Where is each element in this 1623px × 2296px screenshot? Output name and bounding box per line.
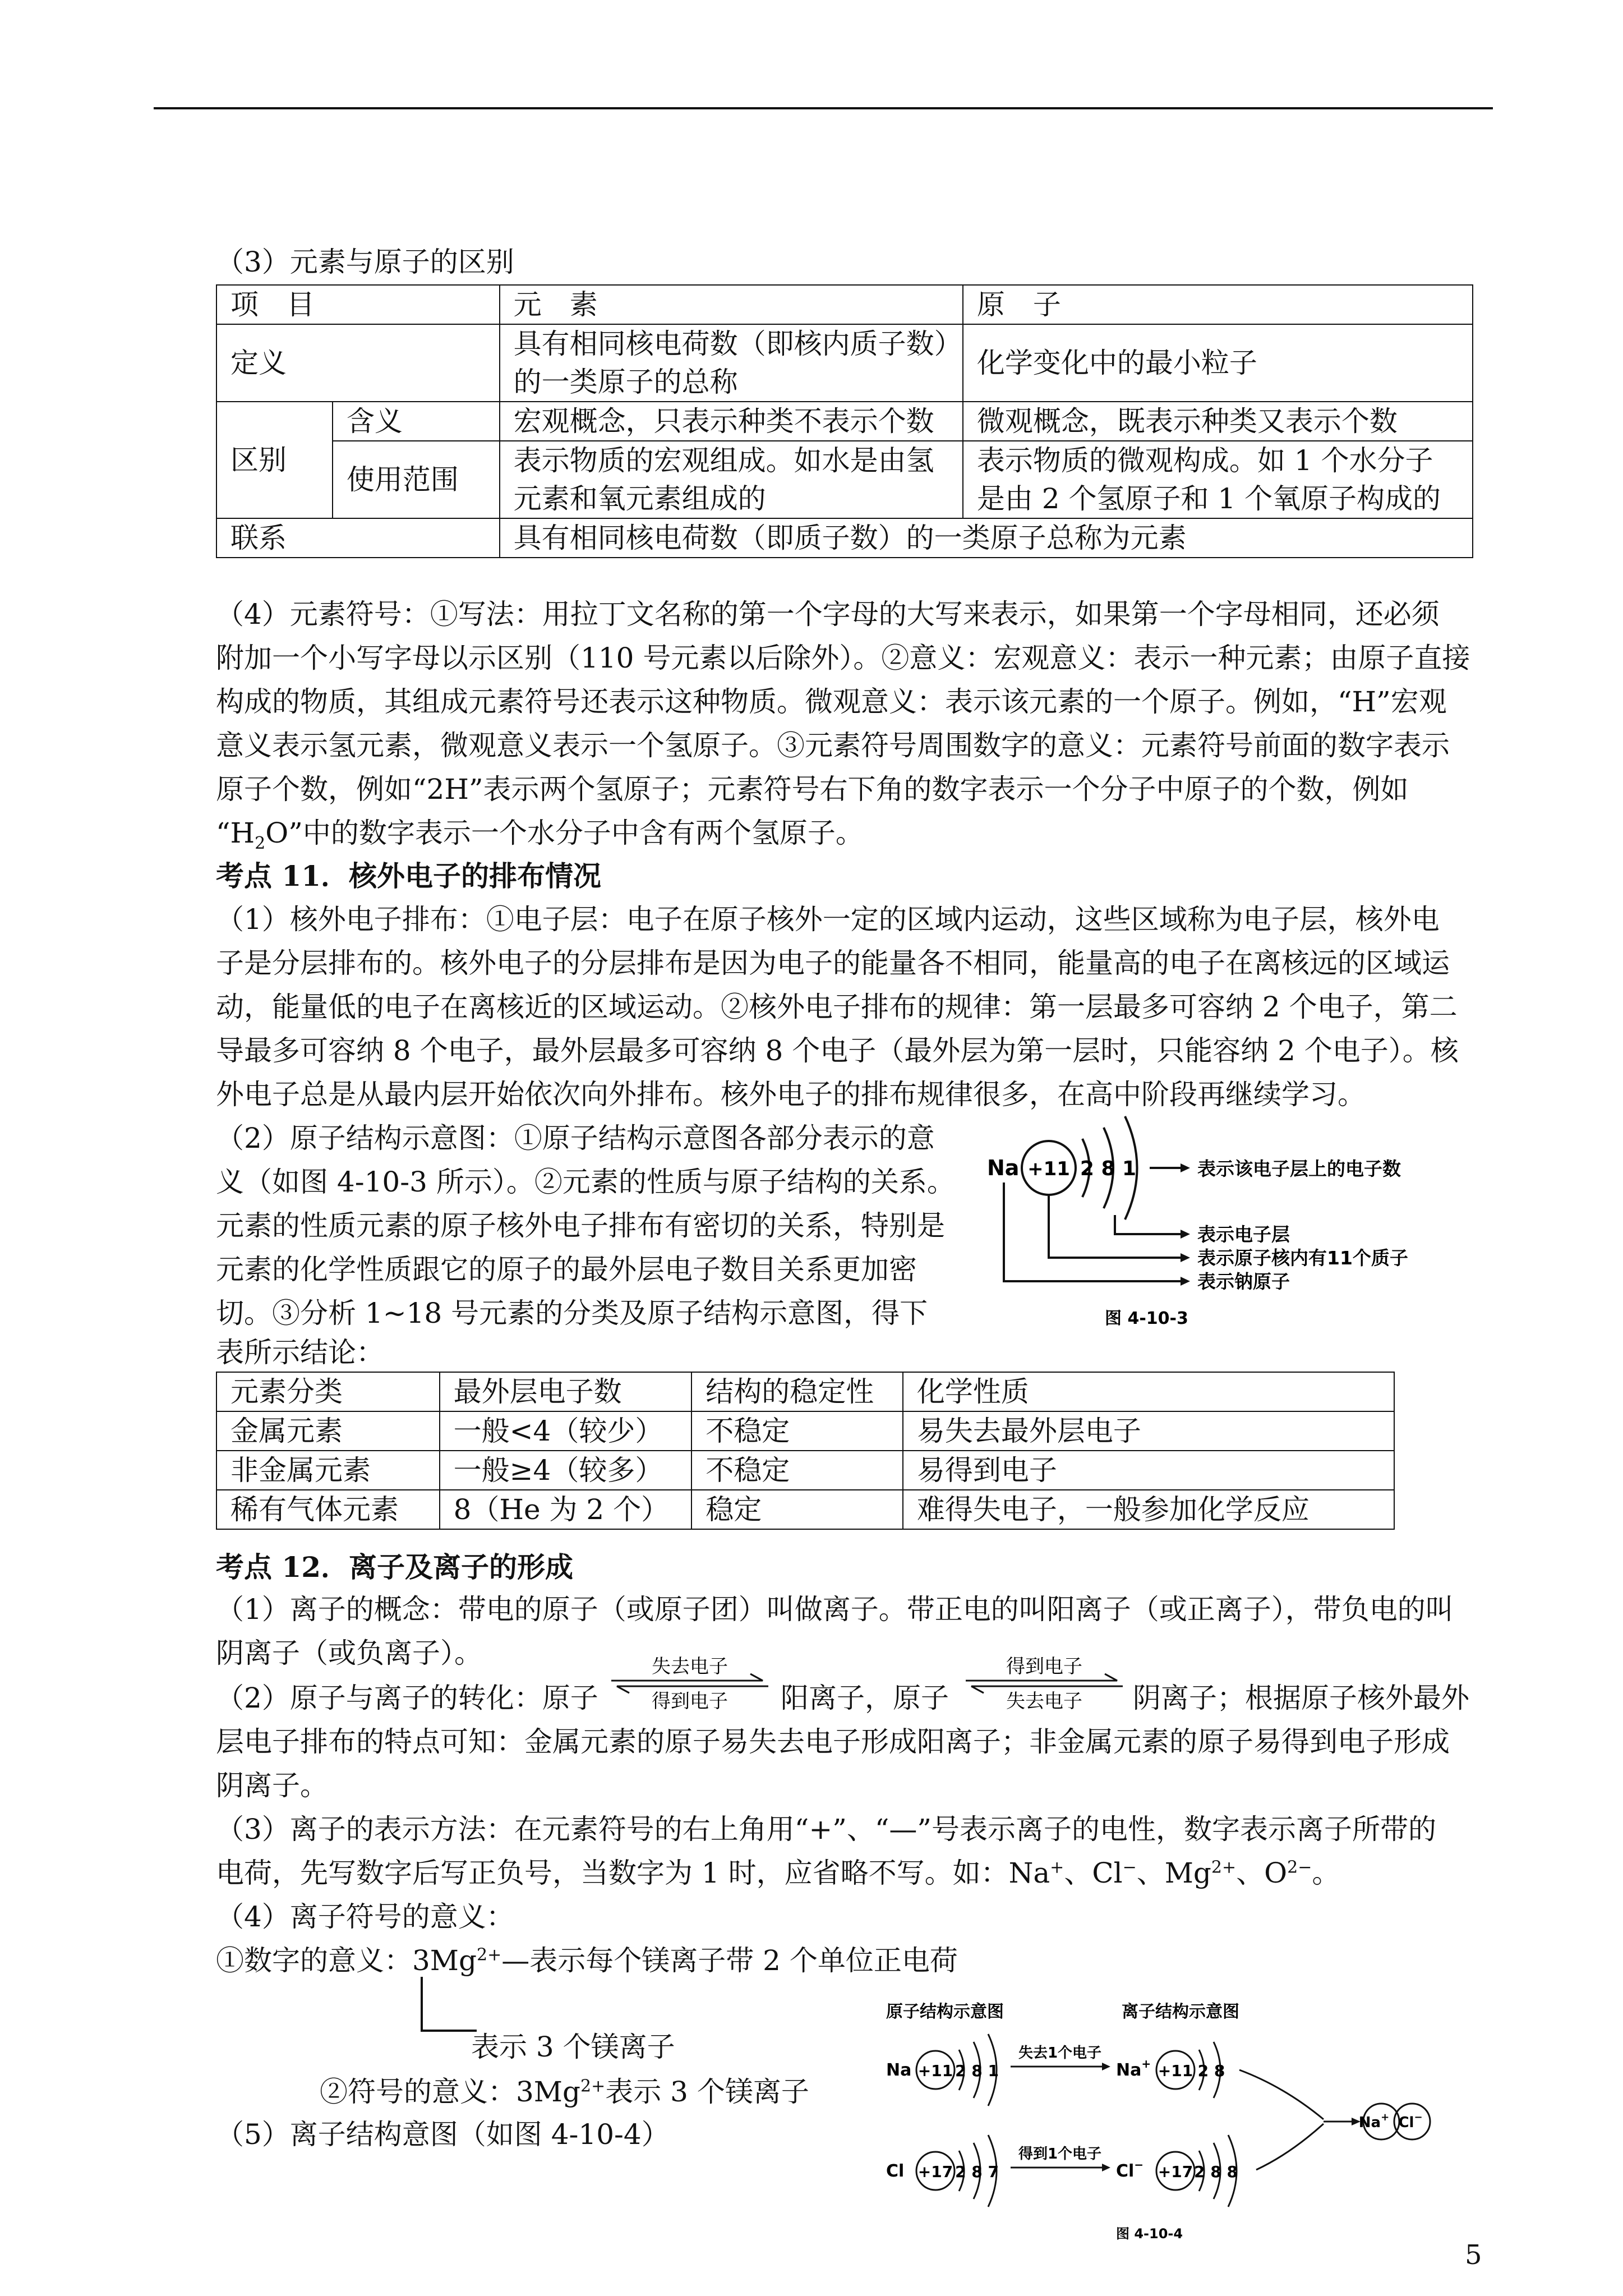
paragraph-line: 元素的化学性质跟它的原子的最外层电子数目关系更加密 [216, 1253, 917, 1286]
figure-title: 离子结构示意图 [1122, 2002, 1239, 2022]
superscript: 2+ [580, 2076, 606, 2096]
cell-line: 表示物质的微观构成。如 1 个水分子 [976, 444, 1433, 477]
text-fragment: Na [1116, 2060, 1142, 2080]
section-4-line: （4）元素符号：①写法：用拉丁文名称的第一个字母的大写来表示，如果第一个字母相同，还必须 [216, 598, 1440, 631]
arrow-label-top: 得到电子 [1006, 1655, 1082, 1678]
text-fragment: ②符号的意义：3Mg [320, 2076, 581, 2108]
section-3-title: （3）元素与原子的区别 [216, 246, 514, 278]
table-cell: 非金属元素 [216, 1451, 440, 1490]
annotation: 表示钠原子 [1197, 1271, 1290, 1292]
text-fragment: 电荷，先写数字后写正负号，当数字为 1 时，应省略不写。如：Na [216, 1857, 1050, 1889]
na-symbol: Na [886, 2060, 912, 2080]
figure-ion-formation [880, 1997, 1441, 2244]
table-row [216, 518, 1473, 558]
subscript: 2 [255, 834, 266, 853]
ion-examples-line [216, 1851, 1340, 1895]
arrow-head [1102, 2164, 1110, 2171]
table-header: 项 目 [216, 285, 500, 324]
arrow-label: 得到1个电子 [1018, 2146, 1102, 2162]
text-fragment: 表示 3 个镁离子 [605, 2076, 809, 2108]
table-cell: 一般<4（较少） [440, 1411, 692, 1451]
text-fragment: Na [1358, 2114, 1381, 2131]
table-header: 结构的稳定性 [691, 1372, 903, 1411]
na-ion-symbol [1116, 2057, 1151, 2080]
table-cell: 稳定 [691, 1490, 903, 1529]
table-cell [963, 441, 1473, 518]
superscript: − [1414, 2111, 1423, 2123]
table-row [216, 1372, 1394, 1411]
symbol-meaning-line [320, 2070, 809, 2114]
nacl-cl [1398, 2111, 1422, 2131]
arrow-head [1181, 1230, 1190, 1239]
figure-caption: 图 4-10-4 [1116, 2226, 1183, 2242]
cell-line: 元素和氧元素组成的 [513, 482, 766, 515]
table-cell: 宏观概念，只表示种类不表示个数 [500, 402, 963, 441]
paragraph-line: 表所示结论： [216, 1336, 384, 1369]
electron-counts: 2 8 7 [955, 2162, 999, 2181]
arrow-label-bottom: 得到电子 [652, 1690, 728, 1713]
conversion-line: 阴离子；根据原子核外最外 [1133, 1682, 1469, 1714]
nucleus-charge: +17 [1158, 2162, 1193, 2181]
nucleus-charge: +11 [1027, 1158, 1070, 1180]
arrow-label: 失去1个电子 [1018, 2045, 1102, 2062]
electron-counts: 2 8 8 [1194, 2162, 1238, 2181]
arrow-head [1102, 2063, 1110, 2070]
superscript: − [1134, 2158, 1144, 2171]
table-cell: 区别 [216, 402, 333, 518]
electron-counts: 2 8 1 [955, 2062, 999, 2080]
nucleus-charge: +17 [917, 2162, 953, 2181]
table-cell: 金属元素 [216, 1411, 440, 1451]
cell-line: 具有相同核电荷数（即核内质子数） [513, 328, 962, 360]
annotation: 表示原子核内有11个质子 [1197, 1247, 1408, 1269]
table-row [216, 1490, 1394, 1529]
table-cell: 难得失电子，一般参加化学反应 [903, 1490, 1394, 1529]
paragraph-line: 阴离子。 [216, 1769, 328, 1802]
paragraph-line: 外电子总是从最内层开始依次向外排布。核外电子的排布规律很多，在高中阶段再继续学习。 [216, 1078, 1366, 1111]
conversion-line [216, 1676, 598, 1720]
table-cell [500, 324, 963, 402]
section-4-line: 意义表示氢元素，微观意义表示一个氢原子。③元素符号周围数字的意义：元素符号前面的数字表示 [216, 729, 1450, 762]
table-header: 元 素 [500, 285, 963, 324]
element-classification-table [216, 1372, 1395, 1530]
bracket-path [422, 1977, 477, 2031]
bracket-note: 表示 3 个镁离子 [471, 2031, 675, 2063]
table-cell: 定义 [216, 324, 500, 402]
table-row [216, 285, 1473, 324]
annotation: 表示该电子层上的电子数 [1197, 1158, 1401, 1180]
text-fragment: 、Cl [1064, 1857, 1123, 1889]
merge-arrow [1239, 2070, 1324, 2119]
element-atom-table [216, 284, 1473, 558]
paragraph-line: （4）离子符号的意义： [216, 1901, 514, 1933]
table-cell: 含义 [333, 402, 500, 441]
text-fragment: 、Mg [1136, 1857, 1211, 1889]
paragraph-line: 层电子排布的特点可知：金属元素的原子易失去电子形成阳离子；非金属元素的原子易得到电子形成 [216, 1726, 1450, 1758]
merge-arrow [1256, 2124, 1324, 2170]
paragraph-line: （3）离子的表示方法：在元素符号的右上角用“+”、“—”号表示离子的电性，数字表示离子所带的 [216, 1813, 1436, 1846]
text-fragment: （2）原子与离子的转化：原子 [216, 1682, 598, 1714]
superscript: + [1141, 2057, 1151, 2070]
figure-caption: 图 4-10-3 [1105, 1309, 1188, 1328]
table-header: 化学性质 [903, 1372, 1394, 1411]
paragraph-line: （1）离子的概念：带电的原子（或原子团）叫做离子。带正电的叫阳离子（或正离子），带负电的叫 [216, 1593, 1454, 1626]
arrow-head [1181, 1253, 1190, 1262]
cell-line: 是由 2 个氢原子和 1 个氧原子构成的 [976, 482, 1441, 515]
arrow-head [1181, 1163, 1190, 1172]
table-row [216, 324, 1473, 402]
arrow-head [1181, 1277, 1190, 1286]
paragraph-line: 动，能量低的电子在离核近的区域运动。②核外电子排布的规律：第一层最多可容纳 2 个电子，第二 [216, 991, 1458, 1023]
text-fragment: 、O [1236, 1857, 1288, 1889]
table-cell: 使用范围 [333, 441, 500, 518]
paragraph-line: 元素的性质元素的原子核外电子排布有密切的关系，特别是 [216, 1209, 945, 1242]
number-meaning-line [216, 1939, 958, 1982]
table-cell: 易失去最外层电子 [903, 1411, 1394, 1451]
cell-line: 的一类原子的总称 [513, 366, 738, 398]
section-4-line-last [216, 811, 864, 855]
arrow-label-top: 失去电子 [652, 1655, 728, 1678]
section-4-line: 构成的物质，其组成元素符号还表示这种物质。微观意义：表示该元素的一个原子。例如，“H”宏观 [216, 685, 1447, 718]
text-fragment: 。 [1312, 1857, 1340, 1889]
na-symbol: Na [987, 1156, 1020, 1180]
superscript: 2− [1287, 1857, 1312, 1878]
table-cell: 一般≥4（较多） [440, 1451, 692, 1490]
text-fragment: “H [216, 817, 255, 849]
table-row [216, 441, 1473, 518]
table-cell: 不稳定 [691, 1451, 903, 1490]
section-4-line: 附加一个小写字母以示区别（110 号元素以后除外）。②意义：宏观意义：表示一种元素；由原子直接 [216, 642, 1470, 674]
table-cell: 微观概念，既表示种类又表示个数 [963, 402, 1473, 441]
table-cell: 8（He 为 2 个） [440, 1490, 692, 1529]
electron-counts: 2 8 1 [1080, 1157, 1137, 1180]
conversion-line: 阳离子，原子 [781, 1682, 949, 1714]
table-row [216, 1411, 1394, 1451]
text-fragment: Cl [1398, 2114, 1414, 2131]
superscript: 2+ [477, 1945, 502, 1965]
table-cell: 不稳定 [691, 1411, 903, 1451]
paragraph-line: 阴离子（或负离子）。 [216, 1637, 482, 1669]
arrow-label-bottom: 失去电子 [1006, 1690, 1082, 1713]
header-rule [154, 107, 1493, 109]
paragraph-line: 子是分层排布的。核外电子的分层排布是因为电子的能量各不相同，能量高的电子在离核远的区域运 [216, 947, 1450, 979]
nacl-na [1359, 2111, 1389, 2131]
paragraph-line: 义（如图 4-10-3 所示）。②元素的性质与原子结构的关系。 [216, 1166, 955, 1198]
table-cell: 联系 [216, 518, 500, 558]
superscript: + [1050, 1857, 1064, 1878]
text-fragment: ①数字的意义：3Mg [216, 1944, 477, 1977]
superscript: + [1381, 2111, 1390, 2123]
reversible-arrow-2 [960, 1649, 1128, 1717]
section-heading: 考点 11．核外电子的排布情况 [216, 859, 601, 892]
text-fragment: O”中的数字表示一个水分子中含有两个氢原子。 [265, 817, 864, 849]
table-header: 元素分类 [216, 1372, 440, 1411]
superscript: 2+ [1211, 1857, 1237, 1878]
page-number: 5 [1465, 2239, 1482, 2271]
paragraph-line: 切。③分析 1~18 号元素的分类及原子结构示意图，得下 [216, 1297, 928, 1329]
table-row [216, 402, 1473, 441]
cl-symbol: Cl [886, 2161, 905, 2181]
section-heading: 考点 12．离子及离子的形成 [216, 1550, 573, 1584]
electron-counts: 2 8 [1197, 2062, 1225, 2080]
table-header: 最外层电子数 [440, 1372, 692, 1411]
table-cell: 具有相同核电荷数（即质子数）的一类原子总称为元素 [500, 518, 1473, 558]
table-cell: 稀有气体元素 [216, 1490, 440, 1529]
paragraph-line: （2）原子结构示意图：①原子结构示意图各部分表示的意 [216, 1122, 935, 1154]
text-fragment: —表示每个镁离子带 2 个单位正电荷 [501, 1944, 958, 1977]
cl-ion-symbol [1116, 2158, 1144, 2181]
paragraph-line: 导最多可容纳 8 个电子，最外层最多可容纳 8 个电子（最外层为第一层时，只能容纳 2 个电子）。核 [216, 1034, 1459, 1067]
nucleus-charge: +11 [1158, 2062, 1193, 2080]
paragraph-line: （1）核外电子排布：①电子层：电子在原子核外一定的区域内运动，这些区域称为电子层，核外电 [216, 903, 1440, 936]
text-fragment: Cl [1116, 2161, 1135, 2181]
cell-line: 表示物质的宏观组成。如水是由氢 [513, 444, 934, 477]
figure-na-atom-structure [976, 1105, 1481, 1329]
nucleus-charge: +11 [917, 2062, 953, 2080]
superscript: − [1122, 1857, 1137, 1878]
table-cell: 化学变化中的最小粒子 [963, 324, 1473, 402]
reversible-arrow-1 [606, 1649, 774, 1717]
leader-line [1004, 1182, 1181, 1281]
figure-title: 原子结构示意图 [886, 2002, 1004, 2022]
table-row [216, 1451, 1394, 1490]
table-cell: 易得到电子 [903, 1451, 1394, 1490]
annotation: 表示电子层 [1197, 1223, 1290, 1245]
table-header: 原 子 [963, 285, 1473, 324]
table-cell [500, 441, 963, 518]
paragraph-line: （5）离子结构意图（如图 4-10-4） [216, 2118, 670, 2151]
section-4-line: 原子个数，例如“2H”表示两个氢原子；元素符号右下角的数字表示一个分子中原子的个数，例如 [216, 773, 1409, 806]
